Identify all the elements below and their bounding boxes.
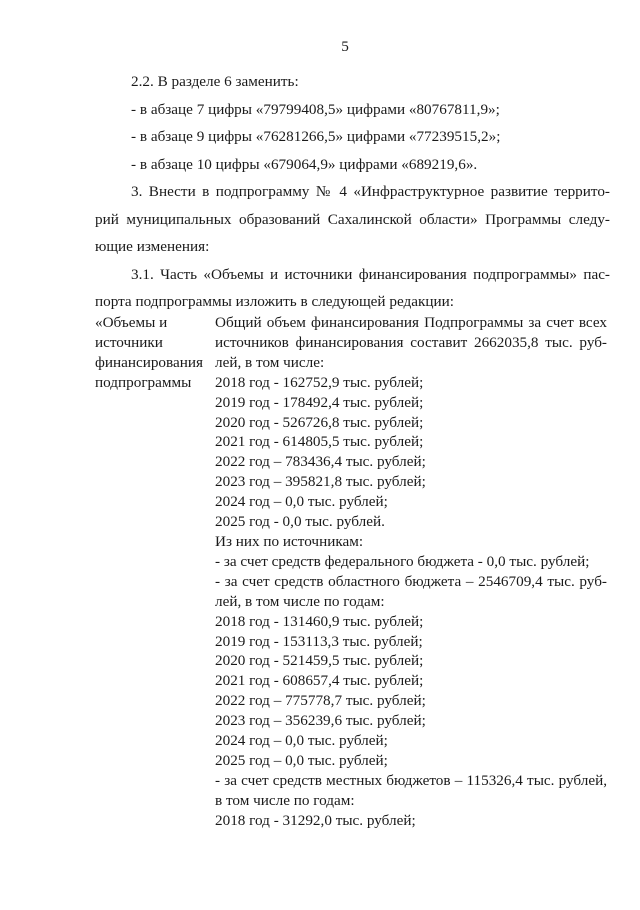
page-number: 5 xyxy=(341,38,349,55)
passport-line: лей, в том числе по годам: xyxy=(215,592,385,610)
section-2-2-item-2: - в абзаце 9 цифры «76281266,5» цифрами «77239515,2»; xyxy=(131,128,501,145)
passport-line: 2020 год - 521459,5 тыс. рублей; xyxy=(215,652,424,670)
passport-line: 2024 год – 0,0 тыс. рублей; xyxy=(215,493,388,511)
passport-label-line: финансирования xyxy=(95,353,203,371)
section-3-line-1: 3. Внести в подпрограмму № 4 «Инфраструктурное развитие террито- xyxy=(131,183,610,200)
passport-line: в том числе по годам: xyxy=(215,791,355,809)
section-3-1-line-2: порта подпрограммы изложить в следующей редакции: xyxy=(95,293,454,310)
section-3-1 xyxy=(95,261,610,316)
passport-line: лей, в том числе: xyxy=(215,353,325,371)
passport-line: 2025 год – 0,0 тыс. рублей; xyxy=(215,751,388,769)
passport-line: 2019 год - 153113,3 тыс. рублей; xyxy=(215,632,423,650)
passport-line: 2019 год - 178492,4 тыс. рублей; xyxy=(215,393,424,411)
passport-label-line: источники xyxy=(95,333,163,351)
passport-line: 2023 год – 395821,8 тыс. рублей; xyxy=(215,473,426,491)
passport-label-line: «Объемы и xyxy=(95,314,168,331)
passport-line: 2021 год - 608657,4 тыс. рублей; xyxy=(215,672,424,690)
passport-line: Из них по источникам: xyxy=(215,532,364,550)
passport-line: 2022 год – 783436,4 тыс. рублей; xyxy=(215,453,426,471)
passport-line: Общий объем финансирования Подпрограммы за счет всех xyxy=(215,314,607,331)
section-3-1-line-1: 3.1. Часть «Объемы и источники финансирования подпрограммы» пас- xyxy=(131,265,610,283)
section-2-2-item-1: - в абзаце 7 цифры «79799408,5» цифрами «80767811,9»; xyxy=(131,100,500,118)
passport-label-column xyxy=(95,313,215,393)
passport-line: - за счет средств местных бюджетов – 115326,4 тыс. рублей, xyxy=(215,771,607,789)
passport-line: 2018 год - 31292,0 тыс. рублей; xyxy=(215,811,416,829)
passport-line: 2024 год – 0,0 тыс. рублей; xyxy=(215,732,388,750)
passport-line: источников финансирования составит 2662035,8 тыс. руб- xyxy=(215,333,607,351)
passport-line: 2022 год – 775778,7 тыс. рублей; xyxy=(215,692,426,710)
section-3-line-3: ющие изменения: xyxy=(95,238,210,255)
section-3 xyxy=(95,178,610,261)
section-2-2-item-3: - в абзаце 10 цифры «679064,9» цифрами «689219,6». xyxy=(131,155,478,173)
passport-label-line: подпрограммы xyxy=(95,373,192,391)
document-body xyxy=(95,68,610,316)
passport-line: 2020 год - 526726,8 тыс. рублей; xyxy=(215,413,424,431)
passport-value-column xyxy=(215,313,607,831)
passport-line: 2018 год - 131460,9 тыс. рублей; xyxy=(215,612,424,630)
passport-line: 2025 год - 0,0 тыс. рублей. xyxy=(215,513,385,531)
section-2-2-heading: 2.2. В разделе 6 заменить: xyxy=(131,73,299,90)
passport-line: 2023 год – 356239,6 тыс. рублей; xyxy=(215,712,426,730)
passport-line: 2021 год - 614805,5 тыс. рублей; xyxy=(215,433,424,451)
passport-line: - за счет средств федерального бюджета - 0,0 тыс. рублей; xyxy=(215,552,590,570)
section-3-line-2: рий муниципальных образований Сахалинской области» Программы следу- xyxy=(95,210,610,228)
passport-line: - за счет средств областного бюджета – 2546709,4 тыс. руб- xyxy=(215,572,607,590)
section-2-2 xyxy=(95,68,610,178)
passport-line: 2018 год - 162752,9 тыс. рублей; xyxy=(215,373,424,391)
